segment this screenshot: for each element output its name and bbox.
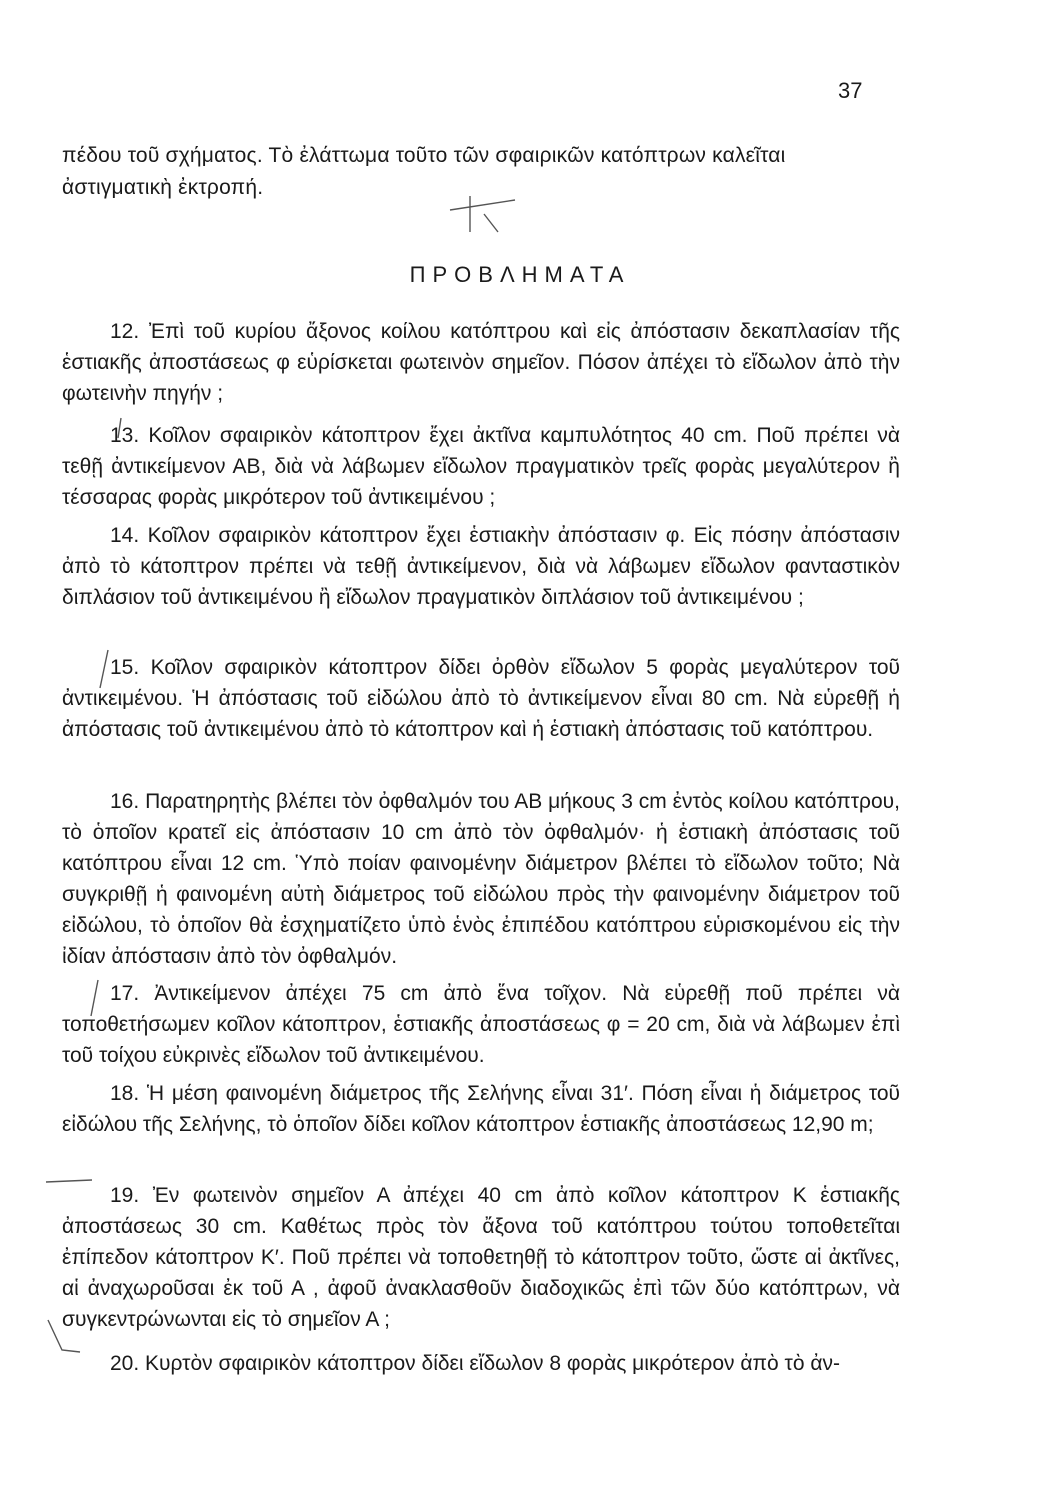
problem-18 (62, 1078, 900, 1140)
problem-text: Ἀντικείμενον ἀπέχει 75 cm ἀπὸ ἕνα τοῖχον. Νὰ εὑρεθῇ ποῦ πρέπει νὰ τοποθετήσωμεν κοῖλον κάτοπτρον, ἑστιακῆς ἀποστάσεως φ = 20 cm, διὰ νὰ λάβωμεν ἐπὶ τοῦ τοίχου εὐκρινὲς εἴδωλον τοῦ ἀντικειμένου. (62, 982, 900, 1067)
problem-14 (62, 520, 900, 613)
problem-number: 13. (110, 424, 140, 447)
problem-16 (62, 786, 900, 972)
problem-number: 17. (110, 982, 140, 1005)
problem-12 (62, 316, 900, 409)
problem-number: 15. (110, 656, 140, 679)
section-heading: ΠΡΟΒΛΗΜΑΤΑ (409, 262, 631, 287)
problem-17 (62, 978, 900, 1071)
problem-number: 16. (110, 790, 140, 813)
problem-19 (62, 1180, 900, 1335)
problem-number: 14. (110, 524, 140, 547)
problem-text: Παρατηρητὴς βλέπει τὸν ὀφθαλμόν του ΑΒ μήκους 3 cm ἐντὸς κοίλου κατόπτρου, τὸ ὁποῖον κρατεῖ εἰς ἀπόστασιν 10 cm ἀπὸ τὸν ὀφθαλμόν· ἡ ἑστιακὴ ἀπόστασις τοῦ κατόπτρου εἶναι 12 cm. Ὑπὸ ποίαν φαινομένην διάμετρον βλέπει τὸ εἴδωλον τοῦτο; Νὰ συγκριθῇ ἡ φαινομένη αὐτὴ διάμετρος τοῦ εἰδώλου πρὸς τὴν φαινομένην διάμετρον τοῦ εἰδώλου, τὸ ὁποῖον θὰ ἐσχηματίζετο ὑπὸ ἑνὸς ἐπιπέδου κατόπτρου εὑρισκομένου εἰς τὴν ἰδίαν ἀπόστασιν ἀπὸ τὸν ὀφθαλμόν. (62, 790, 900, 968)
problem-text: Κοῖλον σφαιρικὸν κάτοπτρον ἔχει ἀκτῖνα καμπυλότητος 40 cm. Ποῦ πρέπει νὰ τεθῇ ἀντικείμενον ΑΒ, διὰ νὰ λάβωμεν εἴδωλον πραγματικὸν τρεῖς φορὰς μεγαλύτερον ἢ τέσσαρας φορὰς μικρότερον τοῦ ἀντικειμένου ; (62, 424, 900, 509)
problem-text: Ἡ μέση φαινομένη διάμετρος τῆς Σελήνης εἶναι 31′. Πόση εἶναι ἡ διάμετρος τοῦ εἰδώλου τῆς Σελήνης, τὸ ὁποῖον δίδει κοῖλον κάτοπτρον ἑστιακῆς ἀποστάσεως 12,90 m; (62, 1082, 900, 1136)
problem-20 (62, 1348, 900, 1379)
problem-number: 20. (110, 1352, 140, 1375)
problem-number: 12. (110, 320, 140, 343)
problem-text: Κοῖλον σφαιρικὸν κάτοπτρον ἔχει ἑστιακὴν ἀπόστασιν φ. Εἰς πόσην ἀπόστασιν ἀπὸ τὸ κάτοπτρον πρέπει νὰ τεθῇ ἀντικείμενον, διὰ νὰ λάβωμεν εἴδωλον φανταστικὸν διπλάσιον τοῦ ἀντικειμένου ἢ εἴδωλον πραγματικὸν διπλάσιον τοῦ ἀντικειμένου ; (62, 524, 900, 609)
problem-number: 19. (110, 1184, 140, 1207)
problem-text: Ἐν φωτεινὸν σημεῖον Α ἀπέχει 40 cm ἀπὸ κοῖλον κάτοπτρον Κ ἑστιακῆς ἀποστάσεως 30 cm. Καθέτως πρὸς τὸν ἄξονα τοῦ κατόπτρου τούτου τοποθετεῖται ἐπίπεδον κάτοπτρον Κ′. Ποῦ πρέπει νὰ τοποθετηθῇ τὸ κάτοπτρον τοῦτο, ὥστε αἱ ἀκτῖνες, αἱ ἀναχωροῦσαι ἐκ τοῦ Α , ἀφοῦ ἀνακλασθοῦν διαδοχικῶς ἐπὶ τῶν δύο κατόπτρων, νὰ συγκεντρώνωνται εἰς τὸ σημεῖον Α ; (62, 1184, 900, 1331)
problem-number: 18. (110, 1082, 140, 1105)
problem-15 (62, 652, 900, 745)
problem-text: Κοῖλον σφαιρικὸν κάτοπτρον δίδει ὀρθὸν εἴδωλον 5 φορὰς μεγαλύτερον τοῦ ἀντικειμένου. Ἡ ἀπόστασις τοῦ εἰδώλου ἀπὸ τὸ ἀντικείμενον εἶναι 80 cm. Νὰ εὑρεθῇ ἡ ἀπόστασις τοῦ ἀντικειμένου ἀπὸ τὸ κάτοπτρον καὶ ἡ ἑστιακὴ ἀπόστασις τοῦ κατόπτρου. (62, 656, 901, 741)
intro-paragraph: πέδου τοῦ σχήματος. Τὸ ἐλάττωμα τοῦτο τῶν σφαιρικῶν κατόπτρων καλεῖται ἀστιγματικὴ ἐκτροπή. (62, 144, 786, 199)
problem-text: Κυρτὸν σφαιρικὸν κάτοπτρον δίδει εἴδωλον 8 φορὰς μικρότερον ἀπὸ τὸ ἀν- (145, 1352, 840, 1375)
page-number: 37 (838, 78, 863, 103)
problem-text: Ἐπὶ τοῦ κυρίου ἄξονος κοίλου κατόπτρου καὶ εἰς ἀπόστασιν δεκαπλασίαν τῆς ἑστιακῆς ἀποστάσεως φ εὑρίσκεται φωτεινὸν σημεῖον. Πόσον ἀπέχει τὸ εἴδωλον ἀπὸ τὴν φωτεινὴν πηγήν ; (62, 320, 900, 405)
problem-13 (62, 420, 900, 513)
